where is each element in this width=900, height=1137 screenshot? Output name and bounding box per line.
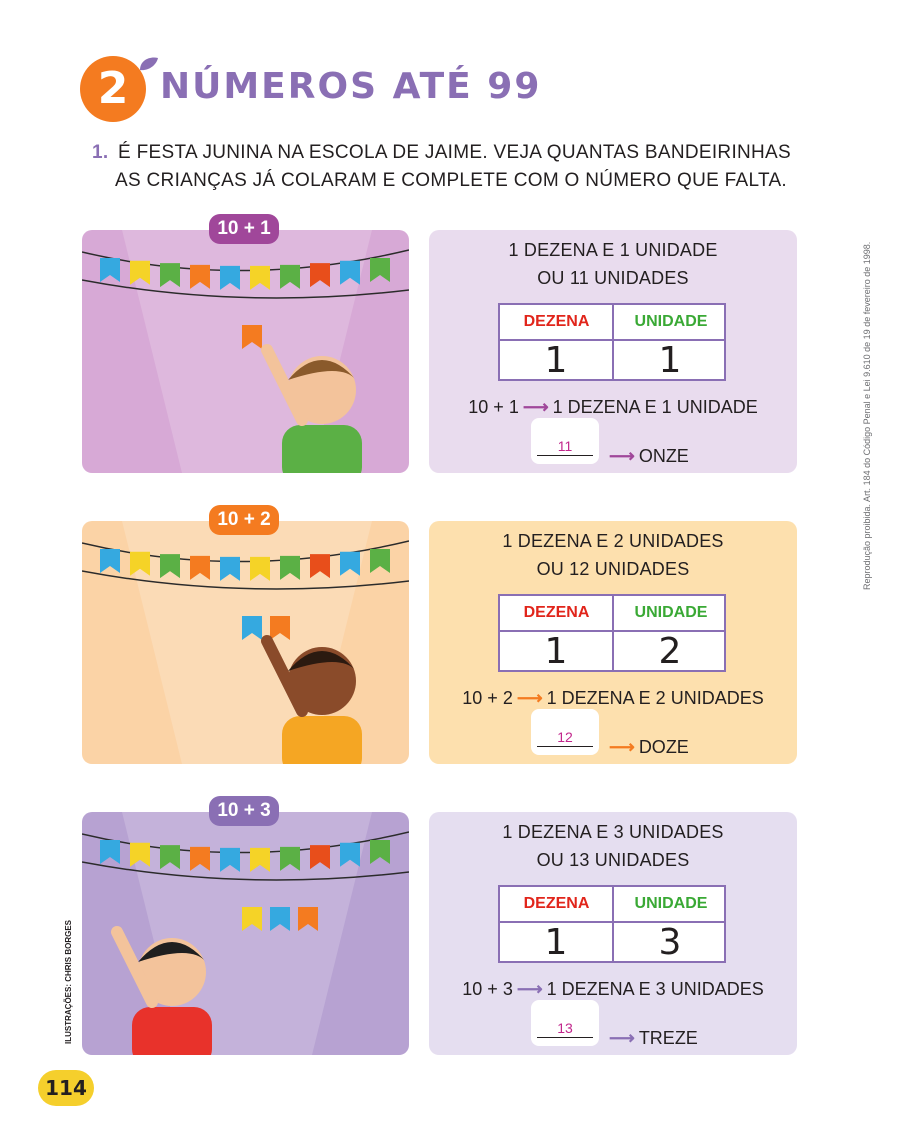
- equation-left: 10 + 2: [462, 688, 513, 708]
- answer-number: 11: [557, 438, 573, 454]
- bunting-illustration: [82, 521, 409, 764]
- answer-box[interactable]: [531, 418, 599, 464]
- number-word: TREZE: [638, 1028, 698, 1048]
- equation-row: [429, 397, 797, 418]
- answer-line: [537, 1037, 593, 1038]
- dezena-header: DEZENA: [523, 604, 590, 621]
- answer-box[interactable]: [531, 709, 599, 755]
- decomposition-line-2: OU 13 UNIDADES: [536, 850, 690, 870]
- decomposition-line-2: OU 12 UNIDADES: [536, 559, 690, 579]
- arrow-right-icon: ⟶: [609, 446, 635, 466]
- decomposition-line-2: OU 11 UNIDADES: [537, 268, 689, 288]
- exercise-panel: [429, 521, 797, 764]
- equation-left: 10 + 3: [462, 979, 513, 999]
- unidade-value: 3: [658, 922, 682, 963]
- unidade-value: 1: [658, 340, 682, 381]
- sum-tag: 10 + 2: [209, 505, 279, 535]
- equation-right: 1 DEZENA E 3 UNIDADES: [546, 979, 764, 999]
- dezena-value: 1: [544, 631, 568, 672]
- arrow-right-icon: ⟶: [609, 1028, 635, 1048]
- equation-left: 10 + 1: [468, 397, 519, 417]
- number-word: DOZE: [638, 737, 689, 757]
- unidade-header: UNIDADE: [634, 895, 708, 912]
- dezena-header: DEZENA: [523, 895, 590, 912]
- equation-right: 1 DEZENA E 1 UNIDADE: [552, 397, 758, 417]
- number-word-row: [605, 446, 689, 467]
- answer-line: [537, 455, 593, 456]
- unidade-header: UNIDADE: [634, 604, 708, 621]
- unidade-header: UNIDADE: [634, 313, 708, 330]
- decomposition-line-1: 1 DEZENA E 3 UNIDADES: [502, 822, 724, 842]
- sum-tag: 10 + 1: [209, 214, 279, 244]
- decomposition-line-1: 1 DEZENA E 2 UNIDADES: [502, 531, 724, 551]
- place-value-table: [498, 303, 726, 381]
- unidade-value: 2: [658, 631, 682, 672]
- bunting-illustration: [82, 812, 409, 1055]
- arrow-right-icon: ⟶: [522, 397, 549, 417]
- legal-notice: Reprodução proibida. Art. 184 do Código Penal e Lei 9.610 de 19 de fevereiro de 1998.: [862, 241, 872, 590]
- equation-row: [429, 979, 797, 1000]
- chapter-title: NÚMEROS ATÉ 99: [160, 66, 542, 107]
- number-word-row: [605, 737, 689, 758]
- illustration-credit: ILUSTRAÇÕES: CHRIS BORGES: [64, 919, 73, 1044]
- arrow-right-icon: ⟶: [609, 737, 635, 757]
- question-number: 1.: [92, 142, 109, 163]
- answer-number: 12: [557, 729, 573, 745]
- page-number: 114: [38, 1070, 94, 1106]
- question-text-2: AS CRIANÇAS JÁ COLARAM E COMPLETE COM O NÚMERO QUE FALTA.: [115, 170, 787, 191]
- dezena-header: DEZENA: [523, 313, 590, 330]
- sum-tag: 10 + 3: [209, 796, 279, 826]
- place-value-table: [498, 594, 726, 672]
- place-value-table: [498, 885, 726, 963]
- number-word: ONZE: [638, 446, 689, 466]
- number-word-row: [605, 1028, 698, 1049]
- arrow-right-icon: ⟶: [516, 688, 543, 708]
- dezena-value: 1: [544, 922, 568, 963]
- answer-line: [537, 746, 593, 747]
- answer-number: 13: [557, 1020, 573, 1036]
- exercise-panel: [429, 230, 797, 473]
- festa-illustration: [82, 812, 409, 1055]
- chapter-number-badge: 2: [80, 56, 146, 122]
- leaf-icon: [138, 56, 160, 72]
- question-line-1: [92, 142, 791, 164]
- bunting-illustration: [82, 230, 409, 473]
- question-text-1: É FESTA JUNINA NA ESCOLA DE JAIME. VEJA QUANTAS BANDEIRINHAS: [118, 142, 792, 163]
- festa-illustration: [82, 230, 409, 473]
- dezena-value: 1: [544, 340, 568, 381]
- festa-illustration: [82, 521, 409, 764]
- arrow-right-icon: ⟶: [516, 979, 543, 999]
- equation-row: [429, 688, 797, 709]
- answer-box[interactable]: [531, 1000, 599, 1046]
- equation-right: 1 DEZENA E 2 UNIDADES: [546, 688, 764, 708]
- decomposition-line-1: 1 DEZENA E 1 UNIDADE: [508, 240, 718, 260]
- exercise-panel: [429, 812, 797, 1055]
